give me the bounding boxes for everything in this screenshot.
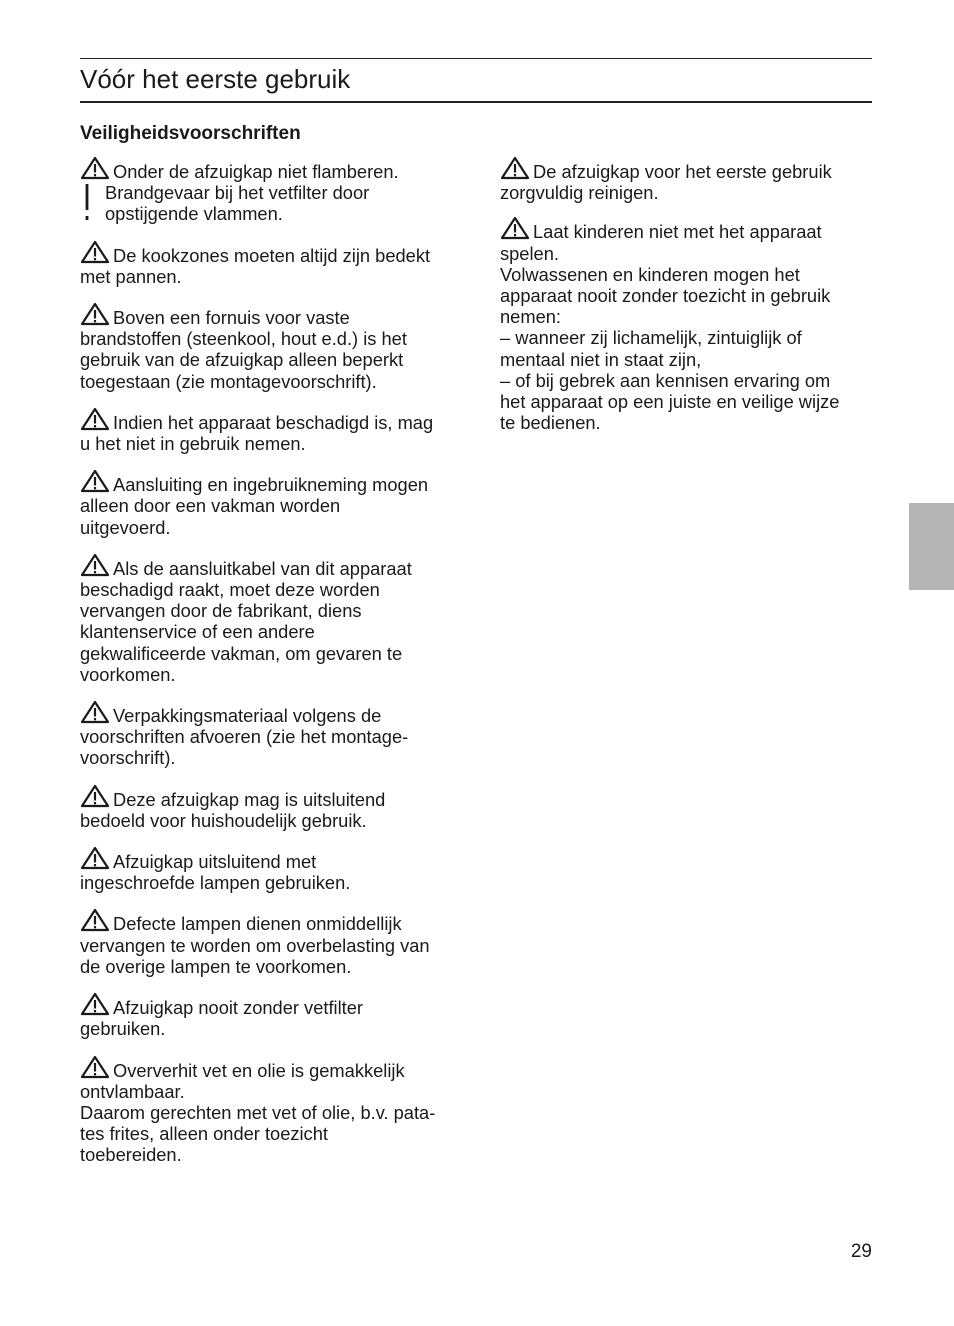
left-warning-item (80, 1055, 460, 1166)
warning-text-line: Afzuigkap nooit zonder vetfilter (113, 997, 363, 1019)
warning-text-line: – wanneer zij lichamelijk, zintuiglijk of (500, 327, 802, 349)
warning-triangle-icon (500, 216, 530, 240)
warning-text-line: vervangen door de fabrikant, diens (80, 600, 362, 622)
warning-text-line: – of bij gebrek aan kennisen ervaring om (500, 369, 831, 391)
warning-triangle-icon (500, 156, 530, 180)
page-title: Vóór het eerste gebruik (80, 64, 351, 94)
section-heading: Veiligheidsvoorschriften (80, 123, 301, 144)
chapter-side-tab (909, 503, 954, 590)
warning-triangle-icon (80, 156, 110, 180)
warning-text-line: voorkomen. (80, 663, 176, 685)
left-warning-item (80, 302, 460, 392)
warning-text-line: alleen door een vakman worden (80, 495, 341, 517)
warning-text-line: voorschrift). (80, 747, 176, 769)
warning-text-line: Als de aansluitkabel van dit apparaat (113, 557, 412, 579)
warning-text-line: Indien het apparaat beschadigd is, mag (113, 411, 434, 433)
warning-text-line: Volwassenen en kinderen mogen het (500, 263, 800, 285)
left-warning-item (80, 992, 460, 1039)
warning-text-line: toegestaan (zie montagevoorschrift). (80, 370, 377, 392)
left-warning-item (80, 156, 460, 225)
header-rule-bottom (80, 101, 872, 103)
left-warning-item (80, 700, 460, 769)
warning-text-line: Oververhit vet en olie is gemakkelijk (113, 1059, 405, 1081)
right-column (500, 156, 872, 446)
warning-text-line: beschadigd raakt, moet deze worden (80, 579, 380, 601)
warning-text-line: klantenservice of een andere (80, 621, 315, 643)
warning-text-line: ontvlambaar. (80, 1080, 185, 1102)
warning-text-line: Aansluiting en ingebruikneming mogen (113, 474, 429, 496)
warning-text-line: tes frites, alleen onder toezicht (80, 1123, 328, 1145)
warning-text-line: Laat kinderen niet met het apparaat (533, 221, 822, 243)
warning-text-line: brandstoffen (steenkool, hout e.d.) is het (80, 328, 407, 350)
left-warning-item (80, 846, 460, 893)
warning-text-line: gebruiken. (80, 1018, 166, 1040)
warning-triangle-icon (80, 553, 110, 577)
warning-text-line: Afzuigkap uitsluitend met (113, 851, 317, 873)
left-warning-item (80, 469, 460, 538)
warning-text-line: ingeschroefde lampen gebruiken. (80, 872, 351, 894)
warning-text-line: De afzuigkap voor het eerste gebruik (533, 161, 832, 182)
warning-text-line: gebruik van de afzuigkap alleen beperkt (80, 349, 404, 371)
left-warning-item (80, 784, 460, 831)
exclamation-icon (82, 184, 92, 224)
warning-text-line: u het niet in gebruik nemen. (80, 433, 306, 455)
warning-triangle-icon (80, 908, 110, 932)
warning-triangle-icon (80, 846, 110, 870)
warning-triangle-icon (80, 992, 110, 1016)
warning-text-line: uitgevoerd. (80, 516, 171, 538)
warning-text-line: de overige lampen te voorkomen. (80, 955, 352, 977)
warning-text-line: Onder de afzuigkap niet flamberen. (113, 161, 399, 182)
warning-triangle-icon (80, 469, 110, 493)
warning-text-line: opstijgende vlammen. (105, 203, 283, 225)
page-number: 29 (850, 1241, 872, 1262)
warning-text-line: voorschriften afvoeren (zie het montage- (80, 726, 409, 748)
warning-text-line: nemen: (500, 306, 561, 328)
warning-text-line: Brandgevaar bij het vetfilter door (105, 182, 370, 204)
warning-text-line: apparaat nooit zonder toezicht in gebruik (500, 285, 831, 307)
left-warning-item (80, 908, 460, 977)
warning-text-line: mentaal niet in staat zijn, (500, 348, 702, 370)
warning-text-line: Boven een fornuis voor vaste (113, 307, 350, 329)
warning-text-line: te bedienen. (500, 412, 601, 434)
warning-text-line: het apparaat op een juiste en veilige wijze (500, 391, 840, 413)
warning-text-line: gekwalificeerde vakman, om gevaren te (80, 642, 403, 664)
right-warning-item (500, 156, 872, 203)
warning-text-line: met pannen. (80, 265, 182, 287)
warning-text-line: De kookzones moeten altijd zijn bedekt (113, 244, 431, 266)
warning-triangle-icon (80, 784, 110, 808)
warning-triangle-icon (80, 1055, 110, 1079)
warning-text-line: bedoeld voor huishoudelijk gebruik. (80, 809, 367, 831)
warning-text-line: zorgvuldig reinigen. (500, 182, 659, 204)
left-column (80, 156, 460, 1181)
warning-triangle-icon (80, 240, 110, 264)
warning-text-line: Verpakkingsmateriaal volgens de (113, 705, 382, 727)
warning-triangle-icon (80, 700, 110, 724)
warning-text-line: vervangen te worden om overbelasting van (80, 934, 430, 956)
warning-triangle-icon (80, 302, 110, 326)
warning-text-line: Deze afzuigkap mag is uitsluitend (113, 788, 386, 810)
header-rule-top (80, 58, 872, 59)
warning-triangle-icon (80, 407, 110, 431)
warning-text-line: spelen. (500, 242, 559, 264)
left-warning-item (80, 407, 460, 454)
left-warning-item (80, 553, 460, 685)
warning-text-line: toebereiden. (80, 1144, 182, 1166)
warning-text-line: Defecte lampen dienen onmiddellijk (113, 913, 402, 935)
warning-text-line: Daarom gerechten met vet of olie, b.v. pata- (80, 1101, 436, 1123)
left-warning-item (80, 240, 460, 287)
right-warning-item (500, 216, 872, 433)
